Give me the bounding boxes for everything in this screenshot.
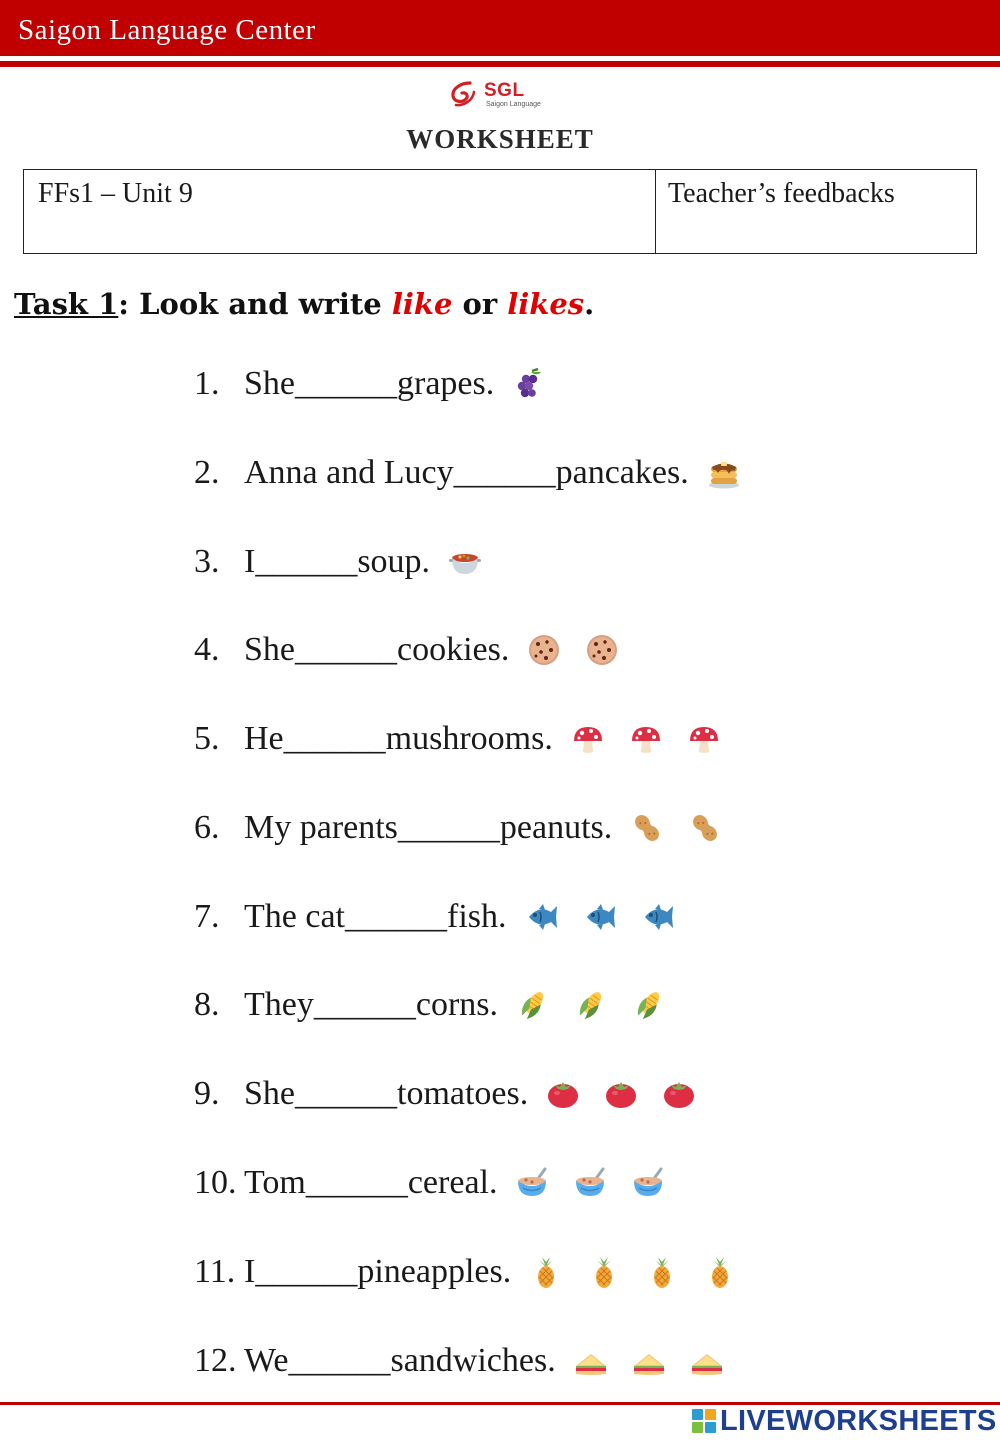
liveworksheets-grid-icon: [692, 1409, 716, 1433]
sandwich-icon: [690, 1344, 724, 1378]
header-rule: [0, 61, 1000, 67]
answer-blank[interactable]: ______: [255, 1253, 358, 1290]
item-number: 12.: [194, 1342, 237, 1379]
peanut-icon: [688, 811, 722, 845]
header-title: Saigon Language Center: [18, 14, 316, 46]
item-number: 8.: [194, 986, 220, 1023]
item-text-before: I: [244, 1253, 256, 1290]
task-instruction: : Look and write: [118, 287, 392, 321]
exercise-item-5: [194, 715, 721, 763]
answer-blank[interactable]: ______: [295, 1075, 397, 1112]
item-icons: [525, 900, 675, 934]
exercise-item-2: [194, 449, 741, 497]
item-icons: [515, 1166, 665, 1200]
exercise-item-10: [194, 1159, 665, 1207]
liveworksheets-text: LIVEWORKSHEETS: [720, 1404, 997, 1437]
item-icons: [546, 1077, 696, 1111]
item-text-before: Anna and Lucy: [244, 454, 454, 491]
sgl-logo: [446, 78, 556, 112]
item-text-after: soup.: [357, 543, 431, 580]
cereal-bowl-icon: [573, 1166, 607, 1200]
grapes-icon: [512, 367, 546, 401]
exercise-item-9: [194, 1070, 696, 1118]
answer-blank[interactable]: ______: [295, 631, 397, 668]
exercise-item-6: [194, 804, 722, 852]
item-text-before: She: [244, 631, 295, 668]
cereal-bowl-icon: [515, 1166, 549, 1200]
liveworksheets-logo: [692, 1405, 997, 1437]
item-text-after: cereal.: [407, 1164, 498, 1201]
task-or: or: [452, 287, 508, 321]
item-text-after: pineapples.: [357, 1253, 512, 1290]
item-icons: [527, 633, 619, 667]
item-text-after: cookies.: [397, 631, 510, 668]
corn-icon: [516, 988, 550, 1022]
item-text-before: She: [244, 365, 295, 402]
exercise-item-12: [194, 1337, 724, 1385]
answer-blank[interactable]: ______: [453, 454, 556, 491]
item-text-before: Tom: [244, 1164, 306, 1201]
sandwich-icon: [574, 1344, 608, 1378]
cookie-icon: [585, 633, 619, 667]
item-icons: [571, 722, 721, 756]
item-number: 11.: [194, 1253, 236, 1290]
worksheet-title: WORKSHEET: [406, 124, 594, 154]
peanut-icon: [630, 811, 664, 845]
item-icons: [574, 1344, 724, 1378]
task-heading: [14, 287, 594, 321]
task-label: Task 1: [14, 287, 119, 321]
task-word-likes: likes: [507, 287, 585, 321]
cookie-icon: [527, 633, 561, 667]
item-icons: [512, 367, 546, 401]
answer-blank[interactable]: ______: [345, 898, 447, 935]
item-text-before: We: [244, 1342, 289, 1379]
item-text-after: pancakes.: [555, 454, 689, 491]
answer-blank[interactable]: ______: [255, 543, 358, 580]
item-number: 3.: [194, 543, 220, 580]
mushroom-icon: [629, 722, 663, 756]
fish-icon: [525, 900, 559, 934]
mushroom-icon: [687, 722, 721, 756]
item-icons: [529, 1255, 737, 1289]
pineapple-icon: [529, 1255, 563, 1289]
answer-blank[interactable]: ______: [295, 365, 397, 402]
answer-blank[interactable]: ______: [313, 986, 416, 1023]
sgl-swoosh-icon: [448, 80, 478, 108]
sandwich-icon: [632, 1344, 666, 1378]
item-number: 4.: [194, 631, 220, 668]
mushroom-icon: [571, 722, 605, 756]
item-icons: [516, 988, 666, 1022]
item-number: 7.: [194, 898, 220, 935]
item-icons: [630, 811, 722, 845]
item-icons: [448, 545, 482, 579]
item-number: 1.: [194, 365, 220, 402]
fish-icon: [583, 900, 617, 934]
feedback-cell: Teacher’s feedbacks: [668, 178, 895, 209]
item-number: 5.: [194, 720, 220, 757]
cereal-bowl-icon: [631, 1166, 665, 1200]
exercise-item-3: [194, 538, 482, 586]
item-number: 9.: [194, 1075, 220, 1112]
task-end: .: [584, 287, 595, 321]
tomato-icon: [662, 1077, 696, 1111]
answer-blank[interactable]: ______: [397, 809, 500, 846]
corn-icon: [632, 988, 666, 1022]
corn-icon: [574, 988, 608, 1022]
item-text-after: fish.: [447, 898, 507, 935]
item-text-after: sandwiches.: [390, 1342, 556, 1379]
class-unit-cell: FFs1 – Unit 9: [24, 170, 656, 253]
exercise-item-8: [194, 981, 666, 1029]
info-table: [23, 169, 977, 254]
item-text-before: He: [244, 720, 284, 757]
logo-text: SGL: [484, 80, 525, 101]
pineapple-icon: [645, 1255, 679, 1289]
exercise-item-1: [194, 360, 546, 408]
exercise-item-4: [194, 626, 619, 674]
logo-subtext: Saigon Language: [486, 101, 541, 108]
tomato-icon: [604, 1077, 638, 1111]
item-number: 10.: [194, 1164, 237, 1201]
item-text-before: I: [244, 543, 256, 580]
exercise-item-7: [194, 893, 675, 941]
item-text-before: The cat: [244, 898, 345, 935]
item-text-before: They: [244, 986, 314, 1023]
answer-blank[interactable]: ______: [283, 720, 386, 757]
item-text-before: My parents: [244, 809, 398, 846]
answer-blank[interactable]: ______: [288, 1342, 391, 1379]
item-text-after: grapes.: [397, 365, 495, 402]
item-icons: [707, 456, 741, 490]
tomato-icon: [546, 1077, 580, 1111]
item-number: 2.: [194, 454, 220, 491]
pancakes-icon: [707, 456, 741, 490]
fish-icon: [641, 900, 675, 934]
header-bar: [0, 0, 1000, 56]
exercise-item-11: [194, 1248, 737, 1296]
task-word-like: like: [391, 287, 453, 321]
item-text-after: tomatoes.: [397, 1075, 529, 1112]
pineapple-icon: [587, 1255, 621, 1289]
soup-icon: [448, 545, 482, 579]
answer-blank[interactable]: ______: [305, 1164, 408, 1201]
item-text-after: corns.: [415, 986, 499, 1023]
item-text-before: She: [244, 1075, 295, 1112]
pineapple-icon: [703, 1255, 737, 1289]
item-text-after: mushrooms.: [385, 720, 553, 757]
item-number: 6.: [194, 809, 220, 846]
item-text-after: peanuts.: [499, 809, 613, 846]
